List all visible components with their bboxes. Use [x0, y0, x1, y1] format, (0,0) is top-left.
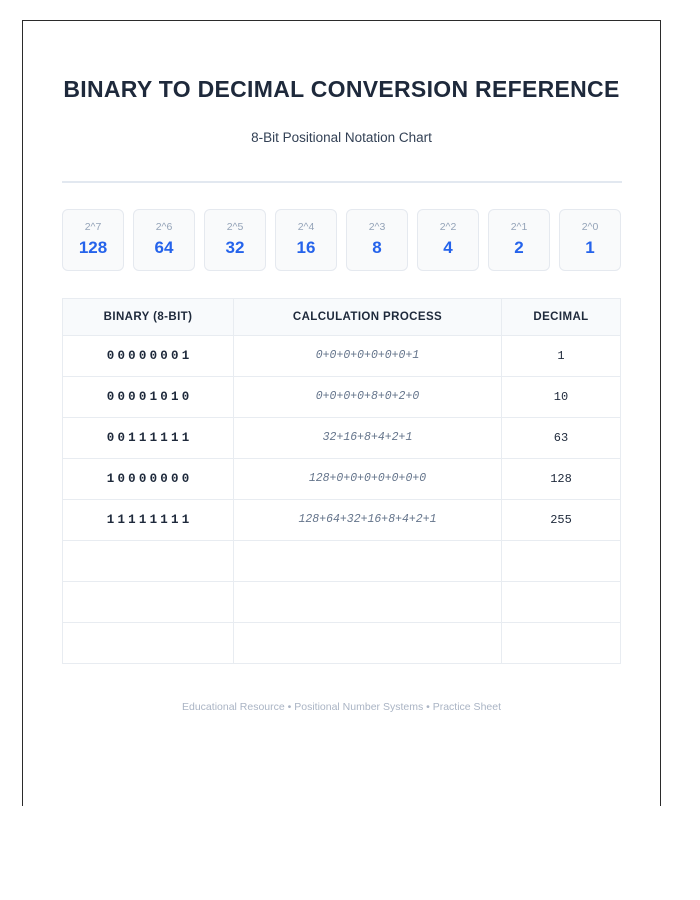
- conversion-table: [62, 298, 621, 664]
- power-exponent-label: 2^2: [439, 220, 457, 233]
- power-box-2e1: [488, 209, 550, 271]
- table-row-blank[interactable]: [63, 622, 621, 663]
- power-box-2e6: [133, 209, 195, 271]
- cell-decimal[interactable]: [502, 540, 621, 581]
- cell-binary[interactable]: [63, 581, 234, 622]
- power-value-label: 32: [225, 237, 245, 257]
- table-body: [63, 335, 621, 663]
- power-value-label: 4: [443, 237, 453, 257]
- cell-decimal: 63: [502, 417, 621, 458]
- cell-decimal: 10: [502, 376, 621, 417]
- power-value-label: 128: [78, 237, 108, 257]
- cell-calculation[interactable]: [234, 581, 502, 622]
- table-row: [63, 376, 621, 417]
- power-exponent-label: 2^6: [155, 220, 173, 233]
- cell-calculation: 0+0+0+0+8+0+2+0: [234, 376, 502, 417]
- cell-binary: 00001010: [63, 376, 234, 417]
- power-box-2e2: [417, 209, 479, 271]
- positional-weights-row: [62, 209, 621, 271]
- power-exponent-label: 2^3: [368, 220, 386, 233]
- page-subtitle: 8-Bit Positional Notation Chart: [251, 129, 432, 145]
- table-row: [63, 458, 621, 499]
- cell-decimal[interactable]: [502, 622, 621, 663]
- document-footer: Educational Resource • Positional Number Systems • Practice Sheet: [182, 700, 501, 713]
- document-sheet: [22, 20, 661, 806]
- power-box-2e4: [275, 209, 337, 271]
- table-row: [63, 335, 621, 376]
- page-title: BINARY TO DECIMAL CONVERSION REFERENCE: [63, 76, 620, 102]
- power-value-label: 8: [372, 237, 382, 257]
- cell-binary: 11111111: [63, 499, 234, 540]
- cell-decimal: 128: [502, 458, 621, 499]
- column-header-binary: BINARY (8-BIT): [63, 298, 234, 335]
- power-exponent-label: 2^1: [510, 220, 528, 233]
- power-exponent-label: 2^0: [581, 220, 599, 233]
- cell-decimal: 1: [502, 335, 621, 376]
- cell-calculation: 128+0+0+0+0+0+0+0: [234, 458, 502, 499]
- cell-calculation: 32+16+8+4+2+1: [234, 417, 502, 458]
- power-exponent-label: 2^7: [84, 220, 102, 233]
- table-header-row: [63, 298, 621, 335]
- cell-calculation: 128+64+32+16+8+4+2+1: [234, 499, 502, 540]
- document-header: [23, 21, 660, 183]
- power-box-2e5: [204, 209, 266, 271]
- power-value-label: 2: [514, 237, 524, 257]
- power-value-label: 64: [154, 237, 174, 257]
- power-value-label: 1: [585, 237, 595, 257]
- table-row-blank[interactable]: [63, 540, 621, 581]
- cell-binary: 00111111: [63, 417, 234, 458]
- table-row-blank[interactable]: [63, 581, 621, 622]
- cell-calculation: 0+0+0+0+0+0+0+1: [234, 335, 502, 376]
- power-box-2e7: [62, 209, 124, 271]
- power-exponent-label: 2^5: [226, 220, 244, 233]
- table-row: [63, 499, 621, 540]
- power-value-label: 16: [296, 237, 316, 257]
- column-header-calculation: CALCULATION PROCESS: [234, 298, 502, 335]
- cell-decimal: 255: [502, 499, 621, 540]
- cell-binary[interactable]: [63, 540, 234, 581]
- table-row: [63, 417, 621, 458]
- cell-decimal[interactable]: [502, 581, 621, 622]
- table-header: [63, 298, 621, 335]
- column-header-decimal: DECIMAL: [502, 298, 621, 335]
- cell-binary: 10000000: [63, 458, 234, 499]
- power-exponent-label: 2^4: [297, 220, 315, 233]
- cell-binary: 00000001: [63, 335, 234, 376]
- cell-binary[interactable]: [63, 622, 234, 663]
- cell-calculation[interactable]: [234, 540, 502, 581]
- power-box-2e0: [559, 209, 621, 271]
- header-divider: [62, 181, 622, 183]
- cell-calculation[interactable]: [234, 622, 502, 663]
- power-box-2e3: [346, 209, 408, 271]
